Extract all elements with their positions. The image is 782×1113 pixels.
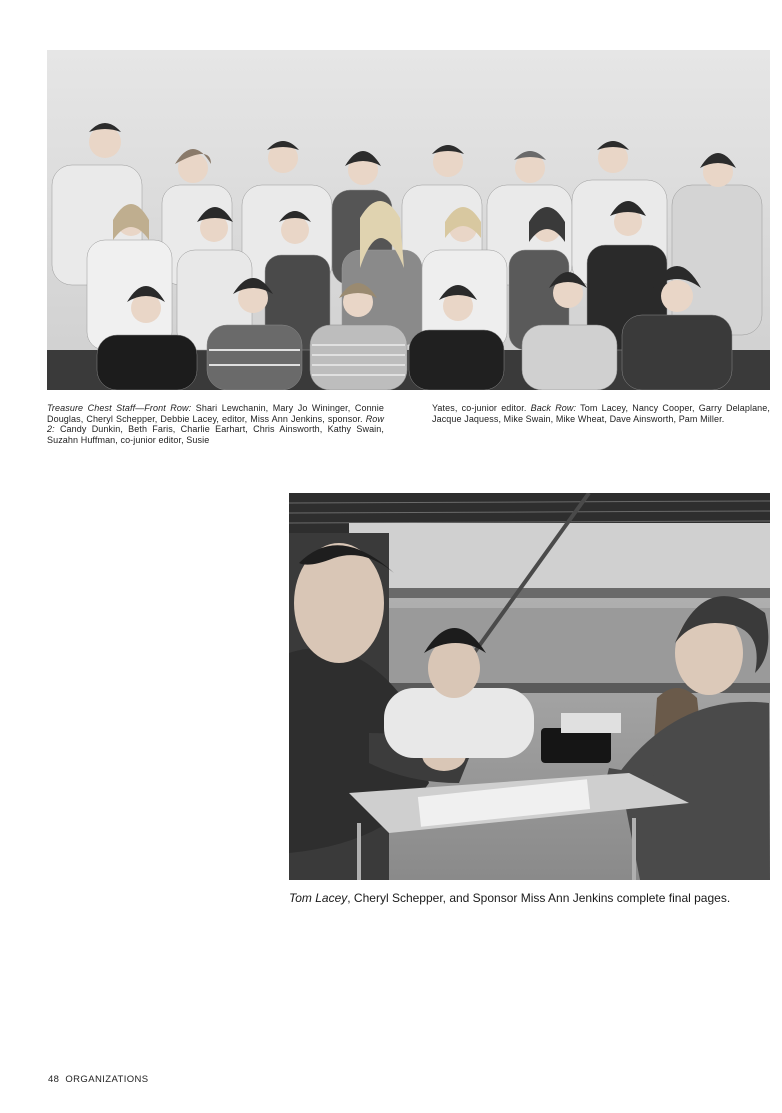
group-photo (47, 50, 770, 390)
caption-heading-back-row: Back Row: (530, 403, 577, 413)
section-title: ORGANIZATIONS (65, 1074, 149, 1085)
caption-back-row-names: Tom Lacey, Nancy Cooper, Garry Delaplane, Jacque Jaquess, Mike Swain, Mike Wheat, Dave Ainsworth, Pam Miller. (432, 403, 770, 424)
candid-photo-image (289, 493, 770, 880)
group-caption-right (432, 403, 770, 424)
candid-photo (289, 493, 770, 880)
caption-heading-row-2: Row 2: (47, 413, 384, 434)
page-footer (48, 1074, 155, 1085)
candid-photo-caption (289, 891, 770, 905)
caption-row-2-continued: Yates, co-junior editor. (432, 403, 531, 413)
candid-caption-name: Tom Lacey (289, 891, 348, 905)
caption-row-2-names: Candy Dunkin, Beth Faris, Charlie Earhart, Chris Ainsworth, Kathy Swain, Suzahn Huffman, co-junior editor, Susie (47, 424, 384, 445)
caption-front-row-names: Shari Lewchanin, Mary Jo Wininger, Connie Douglas, Cheryl Schepper, Debbie Lacey, editor, Miss Ann Jenkins, sponsor. (47, 403, 384, 424)
group-photo-image (47, 50, 770, 390)
candid-caption-text: , Cheryl Schepper, and Sponsor Miss Ann Jenkins complete final pages. (347, 891, 731, 905)
caption-heading-front-row: Treasure Chest Staff—Front Row: (47, 403, 192, 413)
page-number: 48 (48, 1074, 60, 1085)
group-caption-left (47, 403, 384, 445)
